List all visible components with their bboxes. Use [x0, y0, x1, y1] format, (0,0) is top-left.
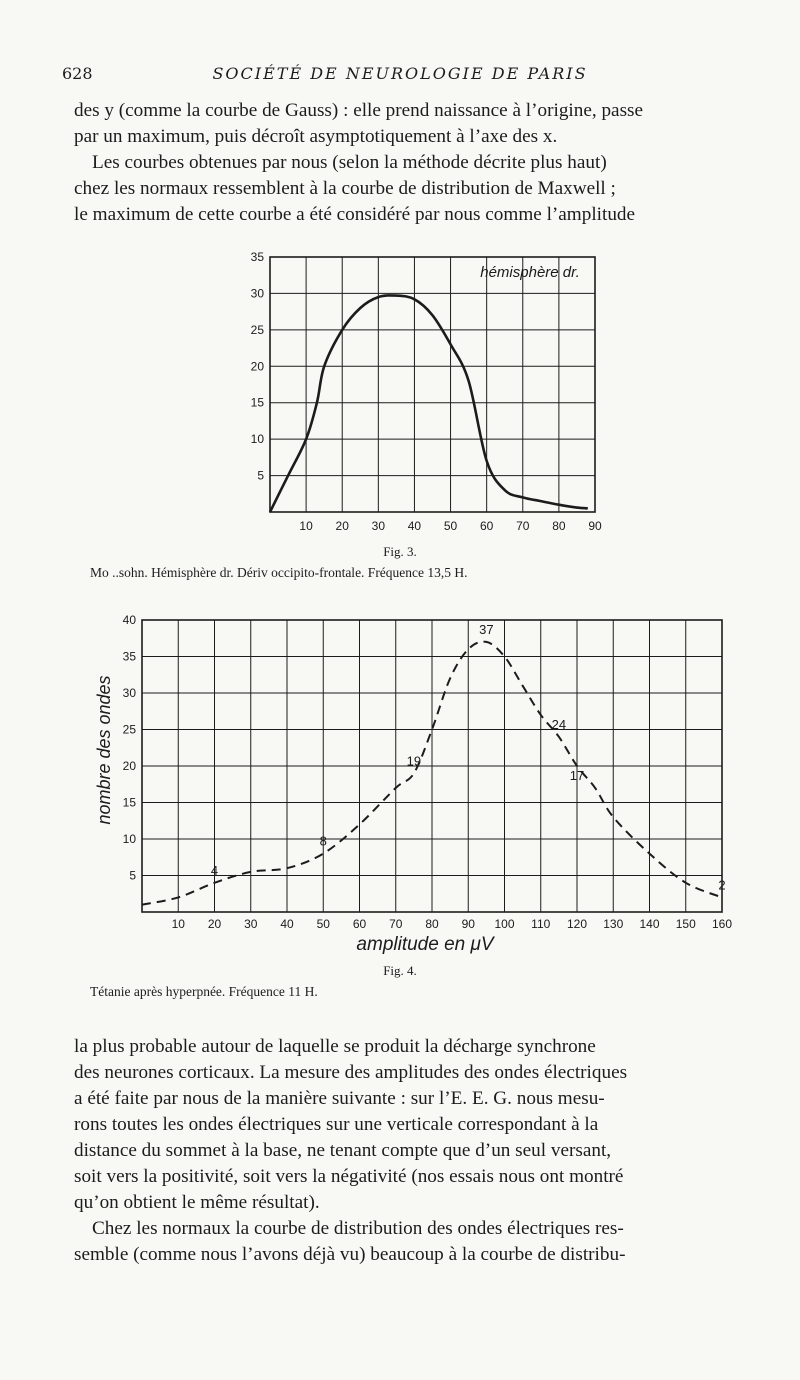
- y-tick-label: 25: [122, 722, 136, 737]
- curve-annotation: hémisphère dr.: [480, 264, 580, 281]
- figure-4-caption: Tétanie après hyperpnée. Fréquence 11 H.: [90, 984, 318, 999]
- x-tick-label: 30: [244, 917, 258, 931]
- text-line: par un maximum, puis décroît asymptotiquement à l’axe des x.: [74, 126, 558, 147]
- journal-title: SOCIÉTÉ DE NEUROLOGIE DE PARIS: [212, 64, 588, 83]
- point-label: 24: [551, 716, 567, 732]
- y-axis-label: nombre des ondes: [94, 675, 114, 825]
- x-tick-label: 70: [516, 519, 530, 533]
- point-label: 19: [406, 753, 422, 769]
- x-tick-label: 160: [711, 917, 733, 931]
- text-line: a été faite par nous de la manière suivante : sur l’E. E. G. nous mesu-: [74, 1088, 605, 1109]
- x-tick-label: 80: [425, 917, 439, 931]
- x-tick-label: 60: [352, 917, 367, 931]
- text-line: qu’on obtient le même résultat).: [74, 1192, 320, 1213]
- x-tick-label: 20: [207, 917, 222, 931]
- x-axis-label: amplitude en μV: [356, 934, 494, 955]
- x-tick-label: 30: [371, 519, 386, 533]
- y-tick-label: 25: [250, 322, 264, 337]
- y-tick-label: 15: [122, 795, 136, 810]
- x-tick-label: 100: [494, 917, 515, 931]
- figure-4-label: Fig. 4.: [383, 963, 417, 978]
- y-tick-label: 20: [122, 759, 136, 773]
- x-tick-label: 60: [479, 519, 494, 533]
- x-tick-label: 120: [566, 917, 588, 931]
- text-line: des y (comme la courbe de Gauss) : elle prend naissance à l’origine, passe: [74, 100, 644, 121]
- text-line: Les courbes obtenues par nous (selon la méthode décrite plus haut): [92, 152, 607, 173]
- text-line: la plus probable autour de laquelle se produit la décharge synchrone: [74, 1036, 596, 1057]
- x-tick-label: 90: [461, 917, 475, 931]
- body-text-bottom: [74, 1034, 760, 1268]
- y-tick-label: 35: [122, 649, 136, 664]
- y-tick-label: 10: [122, 832, 136, 846]
- point-label: 8: [319, 833, 327, 849]
- y-tick-label: 5: [257, 468, 264, 483]
- point-label: 17: [569, 767, 585, 783]
- point-label: 2: [718, 877, 726, 893]
- x-tick-label: 130: [603, 917, 624, 931]
- text-line: des neurones corticaux. La mesure des amplitudes des ondes électriques: [74, 1062, 628, 1083]
- text-line: chez les normaux ressemblent à la courbe de distribution de Maxwell ;: [74, 178, 616, 199]
- x-tick-label: 150: [675, 917, 696, 931]
- x-tick-label: 80: [552, 519, 566, 533]
- text-line: Chez les normaux la courbe de distribution des ondes électriques res-: [92, 1218, 624, 1239]
- figure-3-label: Fig. 3.: [383, 544, 417, 559]
- y-tick-label: 5: [129, 868, 136, 883]
- x-tick-label: 10: [171, 917, 185, 931]
- x-tick-label: 70: [389, 917, 403, 931]
- x-tick-label: 50: [316, 917, 330, 931]
- y-tick-label: 20: [250, 359, 264, 374]
- text-line: rons toutes les ondes électriques sur une verticale correspondant à la: [74, 1114, 599, 1135]
- x-tick-label: 90: [588, 519, 602, 533]
- x-tick-label: 110: [531, 917, 551, 931]
- y-tick-label: 10: [250, 432, 264, 447]
- y-tick-label: 30: [250, 286, 264, 301]
- text-line: soit vers la positivité, soit vers la négativité (nos essais nous ont montré: [74, 1166, 624, 1187]
- x-tick-label: 50: [443, 519, 458, 533]
- x-tick-label: 40: [407, 519, 422, 533]
- text-line: semble (comme nous l’avons déjà vu) beaucoup à la courbe de distribu-: [74, 1244, 626, 1265]
- page-number: 628: [62, 64, 93, 83]
- y-tick-label: 15: [250, 395, 264, 410]
- y-tick-label: 35: [250, 250, 264, 264]
- x-tick-label: 10: [299, 519, 313, 533]
- y-tick-label: 30: [122, 686, 136, 700]
- text-line: le maximum de cette courbe a été considéré par nous comme l’amplitude: [74, 204, 636, 225]
- point-label: 4: [210, 862, 219, 878]
- x-tick-label: 140: [639, 917, 660, 931]
- figure-3-caption: Mo ..sohn. Hémisphère dr. Dériv occipito-frontale. Fréquence 13,5 H.: [90, 565, 468, 580]
- point-label: 37: [479, 621, 494, 637]
- x-tick-label: 20: [335, 519, 349, 533]
- y-tick-label: 40: [122, 613, 136, 627]
- text-line: distance du sommet à la base, ne tenant compte que d’un seul versant,: [74, 1140, 612, 1161]
- x-tick-label: 40: [280, 917, 294, 931]
